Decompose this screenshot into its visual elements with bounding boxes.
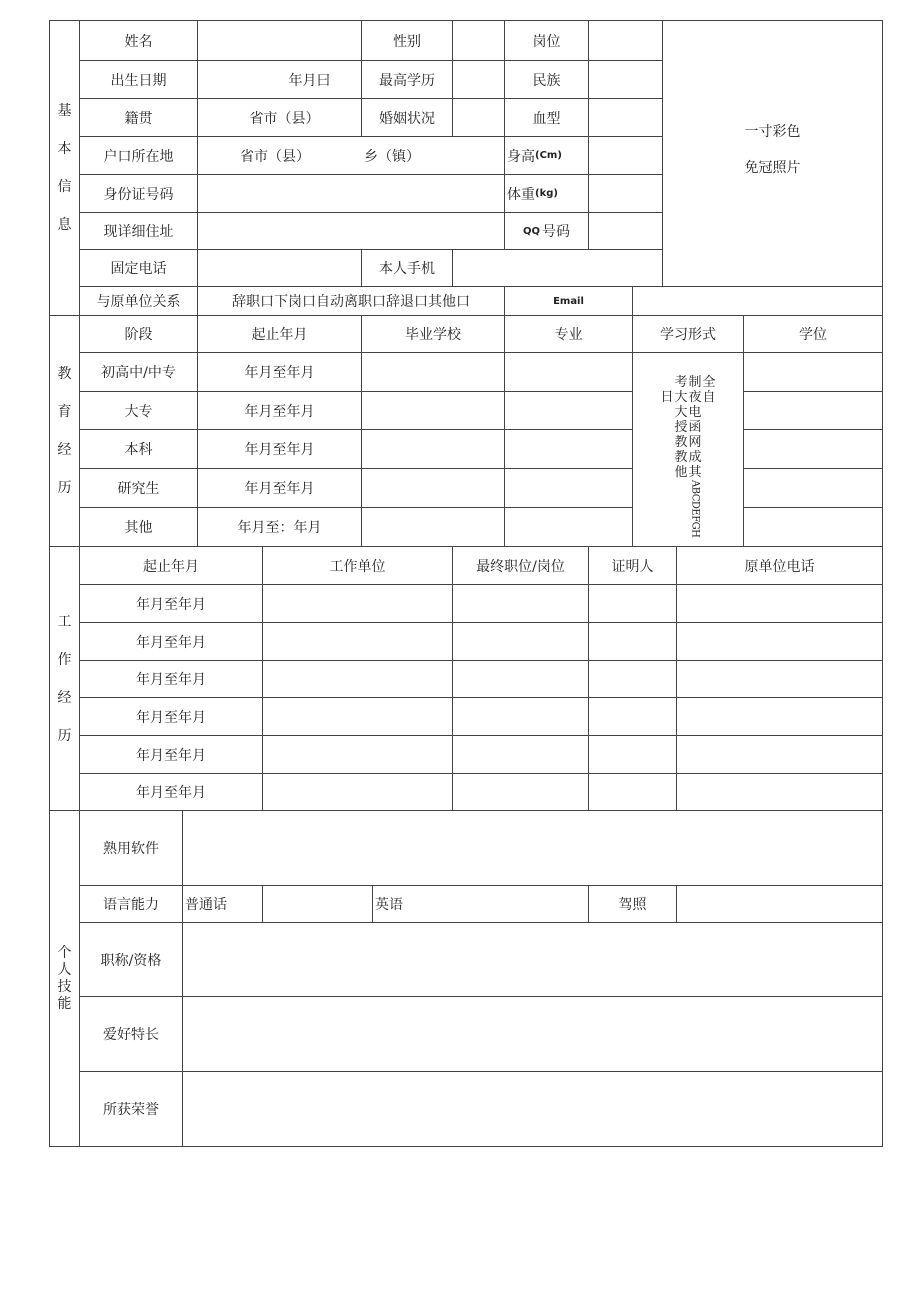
work-phone-field[interactable] xyxy=(676,622,883,661)
work-company-field[interactable] xyxy=(262,584,453,623)
work-phone-field[interactable] xyxy=(676,735,883,774)
section-char: 历 xyxy=(57,727,72,744)
work-header-company-phone: 原单位电话 xyxy=(676,546,883,585)
edu-stage: 初高中/中专 xyxy=(79,352,198,392)
mobile-label: 本人手机 xyxy=(361,249,453,287)
id-number-field[interactable] xyxy=(197,174,505,213)
section-work-label xyxy=(49,546,80,811)
hukou-value-1: 省市（县） xyxy=(240,148,310,165)
edu-school-field[interactable] xyxy=(361,507,505,547)
name-label: 姓名 xyxy=(79,20,198,61)
edu-period[interactable]: 年月至：年月 xyxy=(197,507,362,547)
edu-period[interactable]: 年月至年月 xyxy=(197,391,362,430)
name-field[interactable] xyxy=(197,20,362,61)
edu-degree-field[interactable] xyxy=(743,507,883,547)
work-header-company: 工作单位 xyxy=(262,546,453,585)
native-value: 省市（县） xyxy=(249,110,320,127)
work-company-field[interactable] xyxy=(262,697,453,736)
edu-school-field[interactable] xyxy=(361,468,505,508)
weight-label xyxy=(504,174,589,213)
hukou-field[interactable] xyxy=(197,136,505,175)
study-form-char: 成 xyxy=(688,450,702,465)
study-form-col xyxy=(660,375,673,537)
photo-box[interactable] xyxy=(662,20,883,287)
study-form-letters: ABCDEFGH xyxy=(689,480,701,538)
study-form-char: 授 xyxy=(674,420,688,435)
work-company-field[interactable] xyxy=(262,735,453,774)
mandarin-field[interactable] xyxy=(262,885,373,923)
work-reference-field[interactable] xyxy=(588,622,677,661)
work-reference-field[interactable] xyxy=(588,660,677,698)
relation-label: 与原单位关系 xyxy=(79,286,198,316)
native-place-label: 籍贯 xyxy=(79,98,198,137)
photo-text-2: 免冠照片 xyxy=(744,159,801,176)
work-reference-field[interactable] xyxy=(588,697,677,736)
height-text: 身高 xyxy=(507,148,535,165)
hukou-value-2: 乡（镇） xyxy=(364,148,420,165)
study-form-char: 自 xyxy=(702,390,716,405)
section-char: 作 xyxy=(57,651,72,668)
hobby-field[interactable] xyxy=(182,996,883,1072)
study-form-col xyxy=(674,375,687,537)
qq-label xyxy=(504,212,589,250)
edu-major-field[interactable] xyxy=(504,429,633,469)
hukou-label: 户口所在地 xyxy=(79,136,198,175)
honor-label: 所获荣誉 xyxy=(79,1071,183,1147)
work-phone-field[interactable] xyxy=(676,584,883,623)
study-form-char: 教 xyxy=(674,435,688,450)
qq-text: 号码 xyxy=(542,224,570,240)
email-label: Email xyxy=(504,286,633,316)
work-header-period: 起止年月 xyxy=(79,546,263,585)
honor-field[interactable] xyxy=(182,1071,883,1147)
work-company-field[interactable] xyxy=(262,660,453,698)
weight-field[interactable] xyxy=(588,174,663,213)
section-char: 历 xyxy=(57,480,72,496)
edu-degree-field[interactable] xyxy=(743,352,883,392)
work-phone-field[interactable] xyxy=(676,660,883,698)
edu-stage: 其他 xyxy=(79,507,198,547)
study-form-char: 大 xyxy=(674,390,688,405)
relation-options[interactable]: 辞职口下岗口自动离职口辞退口其他口 xyxy=(197,286,505,316)
work-phone-field[interactable] xyxy=(676,697,883,736)
work-position-field[interactable] xyxy=(452,697,589,736)
work-position-field[interactable] xyxy=(452,622,589,661)
edu-period[interactable]: 年月至年月 xyxy=(197,429,362,469)
work-position-field[interactable] xyxy=(452,735,589,774)
edu-header-school: 毕业学校 xyxy=(361,315,505,353)
study-form-char: 他 xyxy=(674,465,688,480)
email-field[interactable] xyxy=(632,286,883,316)
highest-edu-label: 最高学历 xyxy=(361,60,453,99)
marital-field[interactable] xyxy=(452,98,505,137)
address-label: 现详细住址 xyxy=(79,212,198,250)
study-form-col xyxy=(689,375,702,537)
work-position-field[interactable] xyxy=(452,584,589,623)
work-company-field[interactable] xyxy=(262,622,453,661)
section-char: 技 xyxy=(57,978,72,995)
edu-header-period: 起止年月 xyxy=(197,315,362,353)
study-form-char: 电 xyxy=(688,405,702,420)
edu-period[interactable]: 年月至年月 xyxy=(197,352,362,392)
gender-label: 性别 xyxy=(361,20,453,61)
work-header-final-position: 最终职位/岗位 xyxy=(452,546,589,585)
section-char: 育 xyxy=(57,404,72,420)
section-basic-label xyxy=(49,20,80,316)
section-char: 人 xyxy=(57,961,72,978)
height-field[interactable] xyxy=(588,136,663,175)
application-form xyxy=(50,21,883,1147)
edu-header-study-form: 学习形式 xyxy=(632,315,744,353)
section-education-label xyxy=(49,315,80,547)
marital-label: 婚姻状况 xyxy=(361,98,453,137)
edu-major-field[interactable] xyxy=(504,391,633,430)
english-label: 英语 xyxy=(372,885,589,923)
title-qualification-label: 职称/资格 xyxy=(79,922,183,997)
photo-text-1: 一寸彩色 xyxy=(744,123,801,140)
address-field[interactable] xyxy=(197,212,505,250)
work-reference-field[interactable] xyxy=(588,584,677,623)
ethnic-field[interactable] xyxy=(588,60,663,99)
qq-prefix: QQ xyxy=(522,225,540,237)
qq-field[interactable] xyxy=(588,212,663,250)
work-period[interactable]: 年月至年月 xyxy=(79,660,263,698)
license-label: 驾照 xyxy=(588,885,677,923)
study-form-char: 网 xyxy=(688,435,702,450)
study-form-char: 其 xyxy=(688,465,702,480)
mobile-field[interactable] xyxy=(452,249,663,287)
study-form-char: 大 xyxy=(674,405,688,420)
ethnic-label: 民族 xyxy=(504,60,589,99)
work-company-field[interactable] xyxy=(262,773,453,811)
section-char: 息 xyxy=(57,217,72,233)
study-form-char: 日 xyxy=(660,390,674,405)
work-period[interactable]: 年月至年月 xyxy=(79,735,263,774)
edu-major-field[interactable] xyxy=(504,468,633,508)
study-form-options[interactable] xyxy=(632,352,744,547)
section-char: 教 xyxy=(57,366,72,382)
study-form-char: 教 xyxy=(674,450,688,465)
section-skills-label xyxy=(49,810,80,1147)
software-field[interactable] xyxy=(182,810,883,886)
language-label: 语言能力 xyxy=(79,885,183,923)
section-char: 基 xyxy=(57,103,72,119)
blood-type-field[interactable] xyxy=(588,98,663,137)
work-period[interactable]: 年月至年月 xyxy=(79,622,263,661)
edu-major-field[interactable] xyxy=(504,507,633,547)
work-reference-field[interactable] xyxy=(588,735,677,774)
work-header-reference: 证明人 xyxy=(588,546,677,585)
edu-period[interactable]: 年月至年月 xyxy=(197,468,362,508)
edu-school-field[interactable] xyxy=(361,429,505,469)
edu-school-field[interactable] xyxy=(361,352,505,392)
height-unit: (Cm) xyxy=(535,150,562,161)
work-period[interactable]: 年月至年月 xyxy=(79,584,263,623)
work-phone-field[interactable] xyxy=(676,773,883,811)
software-label: 熟用软件 xyxy=(79,810,183,886)
hobby-label: 爱好特长 xyxy=(79,996,183,1072)
study-form-col xyxy=(703,375,716,537)
edu-stage: 大专 xyxy=(79,391,198,430)
edu-stage: 研究生 xyxy=(79,468,198,508)
edu-degree-field[interactable] xyxy=(743,468,883,508)
study-form-char: 函 xyxy=(688,420,702,435)
edu-header-major: 专业 xyxy=(504,315,633,353)
section-char: 经 xyxy=(57,442,72,458)
edu-degree-field[interactable] xyxy=(743,429,883,469)
weight-text: 体重 xyxy=(507,186,535,203)
height-label xyxy=(504,136,589,175)
study-form-char: 全 xyxy=(702,375,716,390)
study-form-char: 考 xyxy=(674,375,688,390)
landline-label: 固定电话 xyxy=(79,249,198,287)
edu-header-degree: 学位 xyxy=(743,315,883,353)
work-reference-field[interactable] xyxy=(588,773,677,811)
edu-header-stage: 阶段 xyxy=(79,315,198,353)
work-position-field[interactable] xyxy=(452,773,589,811)
edu-major-field[interactable] xyxy=(504,352,633,392)
section-char: 能 xyxy=(57,995,72,1012)
study-form-char: 夜 xyxy=(688,390,702,405)
study-form-columns xyxy=(660,375,715,537)
work-period[interactable]: 年月至年月 xyxy=(79,773,263,811)
license-field[interactable] xyxy=(676,885,883,923)
blood-type-label: 血型 xyxy=(504,98,589,137)
edu-school-field[interactable] xyxy=(361,391,505,430)
edu-degree-field[interactable] xyxy=(743,391,883,430)
section-char: 经 xyxy=(57,689,72,706)
weight-unit: (kg) xyxy=(535,188,558,199)
position-field[interactable] xyxy=(588,20,663,61)
birth-value: 年月曰 xyxy=(288,72,331,89)
highest-edu-field[interactable] xyxy=(452,60,505,99)
position-label: 岗位 xyxy=(504,20,589,61)
section-char: 本 xyxy=(57,141,72,157)
birth-field[interactable] xyxy=(197,60,362,99)
work-position-field[interactable] xyxy=(452,660,589,698)
section-char: 个 xyxy=(57,944,72,961)
work-period[interactable]: 年月至年月 xyxy=(79,697,263,736)
section-char: 信 xyxy=(57,179,72,195)
landline-field[interactable] xyxy=(197,249,362,287)
id-number-label: 身份证号码 xyxy=(79,174,198,213)
birth-label: 出生日期 xyxy=(79,60,198,99)
title-qualification-field[interactable] xyxy=(182,922,883,997)
native-place-field[interactable] xyxy=(197,98,362,137)
study-form-char: 制 xyxy=(688,375,702,390)
gender-field[interactable] xyxy=(452,20,505,61)
mandarin-label: 普通话 xyxy=(182,885,263,923)
section-char: 工 xyxy=(57,613,72,630)
edu-stage: 本科 xyxy=(79,429,198,469)
